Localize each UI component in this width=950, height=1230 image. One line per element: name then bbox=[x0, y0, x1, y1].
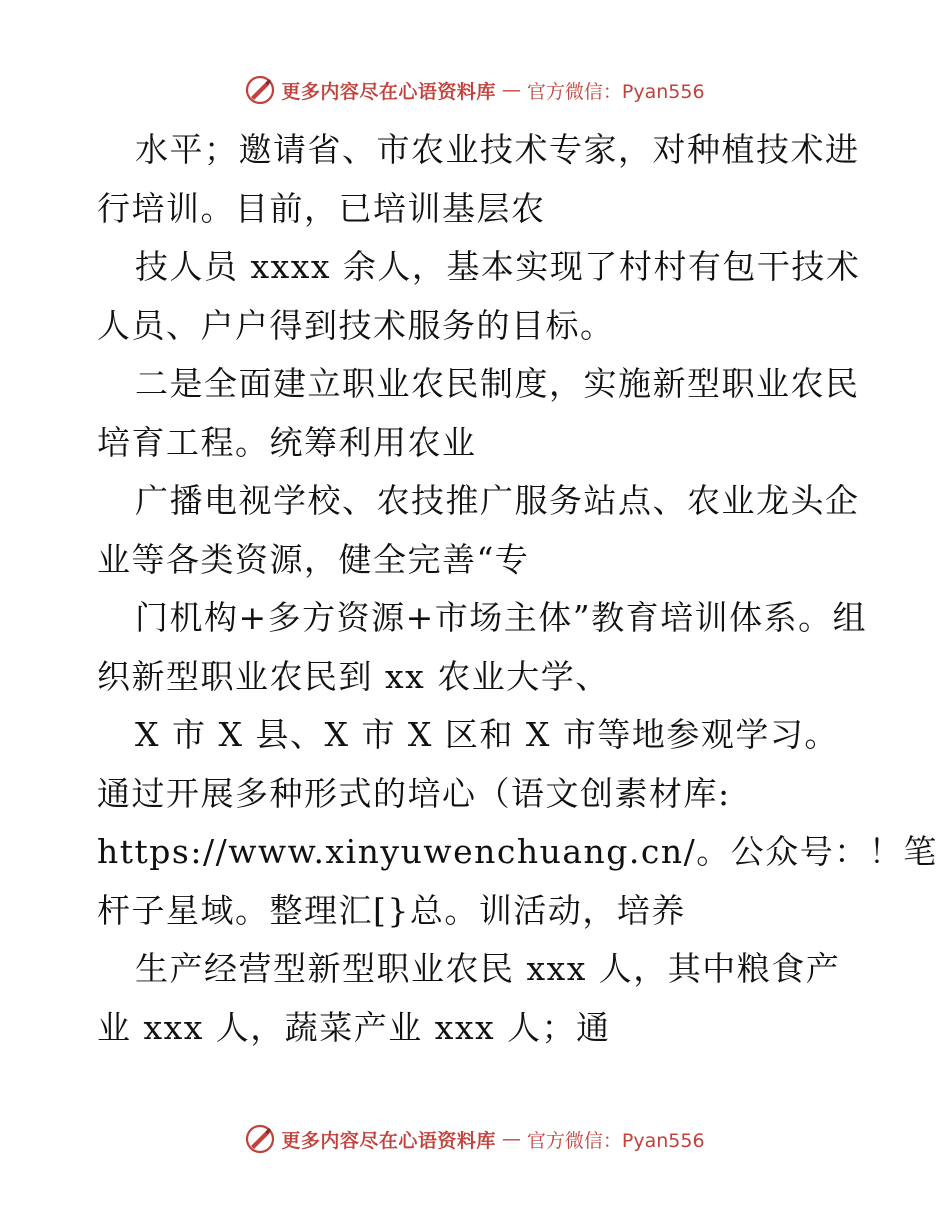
text-line: 水平；邀请省、市农业技术专家，对种植技术进 bbox=[135, 130, 860, 169]
pen-logo-icon bbox=[245, 1124, 275, 1154]
text-line: 生产经营型新型职业农民 xxx 人，其中粮食产 bbox=[135, 949, 841, 988]
text-line: 业等各类资源，健全完善“专 bbox=[97, 539, 530, 579]
text-line: 广播电视学校、农技推广服务站点、农业龙头企 bbox=[135, 481, 860, 520]
text-line: 杆子星域。整理汇[}总。训活动，培养 bbox=[97, 890, 686, 930]
watermark-contact: 官方微信：Pyan556 bbox=[526, 1129, 705, 1152]
text-line: 门机构+多方资源+市场主体”教育培训体系。组 bbox=[135, 598, 868, 637]
pen-logo-icon bbox=[245, 75, 275, 105]
text-line: 二是全面建立职业农民制度，实施新型职业农民 bbox=[135, 364, 860, 403]
text-line: 技人员 xxxx 余人，基本实现了村村有包干技术 bbox=[135, 247, 861, 286]
document-body bbox=[97, 121, 938, 1057]
watermark-brand: 更多内容尽在心语资料库 bbox=[281, 80, 496, 103]
header-watermark bbox=[0, 73, 950, 107]
watermark-contact: 官方微信：Pyan556 bbox=[526, 80, 705, 103]
text-line: 培育工程。统筹利用农业 bbox=[97, 422, 477, 462]
text-line: https://www.xinyuwenchuang.cn/。公众号：！笔 bbox=[97, 832, 938, 871]
text-line: 通过开展多种形式的培心（语文创素材库: bbox=[97, 773, 731, 813]
watermark-brand: 更多内容尽在心语资料库 bbox=[281, 1129, 496, 1152]
text-line: 业 xxx 人，蔬菜产业 xxx 人；通 bbox=[97, 1007, 611, 1047]
text-line: 织新型职业农民到 xx 农业大学、 bbox=[97, 656, 610, 696]
watermark-dash: — bbox=[501, 79, 521, 101]
text-line: 人员、户户得到技术服务的目标。 bbox=[97, 305, 615, 345]
watermark-dash: — bbox=[501, 1128, 521, 1150]
text-line: X 市 X 县、X 市 X 区和 X 市等地参观学习。 bbox=[135, 715, 839, 754]
footer-watermark bbox=[0, 1122, 950, 1156]
text-line: 行培训。目前，已培训基层农 bbox=[97, 188, 546, 228]
